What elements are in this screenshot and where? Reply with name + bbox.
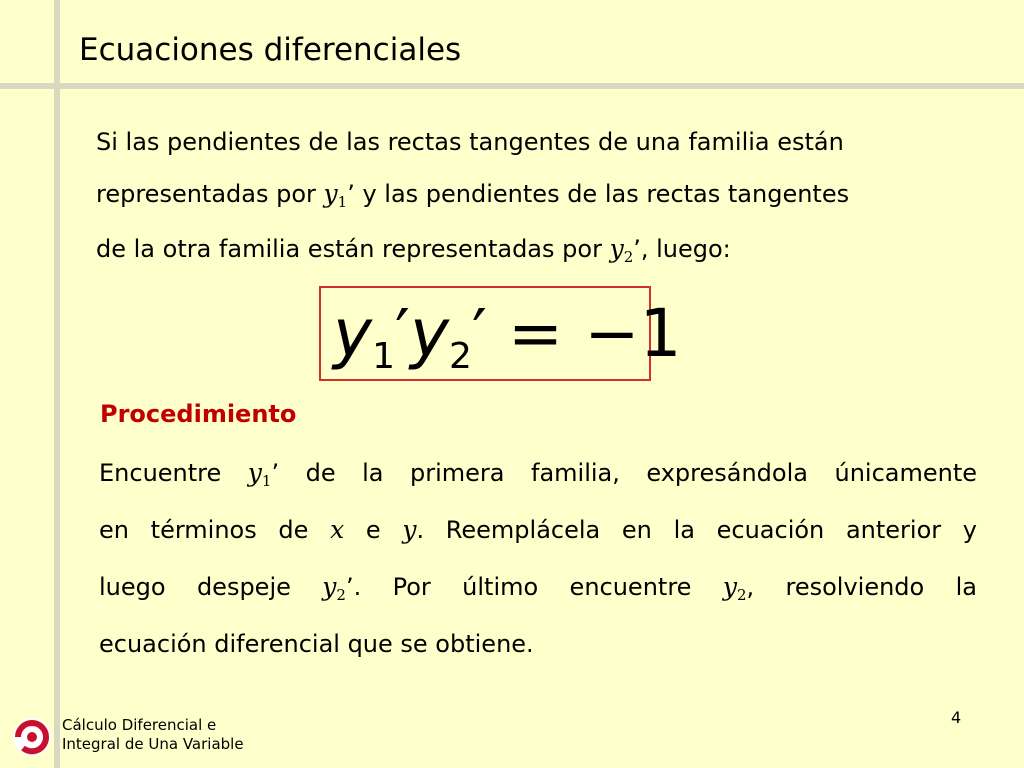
horizontal-divider (0, 83, 1024, 89)
procedure-text: luego despeje (99, 573, 323, 601)
math-variable-x: x (330, 515, 345, 544)
course-name-line-1: Cálculo Diferencial e (62, 716, 217, 734)
intro-text: ’ y las pendientes de las rectas tangentes (347, 180, 850, 208)
math-subscript: 2 (623, 248, 634, 266)
course-name-line-2: Integral de Una Variable (62, 735, 244, 753)
equation-subscript: 2 (449, 336, 472, 377)
intro-text: de la otra familia están representadas por (96, 235, 610, 263)
intro-text: ’, luego: (633, 235, 731, 263)
math-subscript: 2 (336, 586, 346, 604)
logo-center (27, 732, 37, 742)
math-variable-y: y (323, 179, 338, 208)
procedure-line-2 (99, 505, 977, 562)
equation-prime: ′ (471, 295, 487, 372)
orthogonality-equation (333, 290, 682, 389)
procedure-paragraph (99, 448, 977, 676)
equation-variable: y (333, 295, 373, 372)
procedure-heading: Procedimiento (100, 400, 297, 428)
procedure-line-3 (99, 562, 977, 619)
equation-minus: − (584, 295, 640, 372)
procedure-text: . Reemplácela en la ecuación anterior y (416, 516, 978, 544)
procedure-line-1 (99, 448, 977, 505)
slide-title: Ecuaciones diferenciales (79, 32, 462, 68)
procedure-line-4: ecuación diferencial que se obtiene. (99, 630, 534, 658)
procedure-text: Encuentre (99, 459, 248, 487)
equation-rhs-value: 1 (639, 295, 682, 372)
intro-line-1: Si las pendientes de las rectas tangentes de una familia están (96, 128, 844, 156)
equation-variable: y (409, 295, 450, 372)
procedure-text: ’. Por último encuentre (345, 573, 723, 601)
equation-box (319, 286, 682, 381)
math-variable-y: y (402, 515, 417, 544)
equation-prime: ′ (394, 295, 410, 372)
vertical-divider (54, 0, 60, 768)
equation-equals: = (486, 295, 585, 372)
math-subscript: 1 (337, 193, 348, 211)
intro-line-2 (96, 168, 996, 223)
math-variable-y: y (722, 572, 737, 601)
intro-paragraph (96, 117, 996, 278)
math-subscript: 1 (261, 472, 272, 490)
procedure-text: e (344, 516, 403, 544)
intro-text: representadas por (96, 180, 324, 208)
intro-line-3 (96, 223, 996, 278)
math-subscript: 2 (736, 586, 747, 604)
procedure-text: en términos de (99, 516, 331, 544)
page-number: 4 (951, 708, 962, 727)
math-variable-y: y (247, 458, 262, 487)
math-variable-y: y (322, 572, 337, 601)
course-name (62, 716, 244, 754)
procedure-text: , resolviendo la (746, 573, 977, 601)
university-logo-icon (11, 716, 53, 758)
math-variable-y: y (609, 234, 624, 263)
equation-subscript: 1 (372, 336, 395, 377)
procedure-text: ’ de la primera familia, expresándola únicamente (271, 459, 978, 487)
